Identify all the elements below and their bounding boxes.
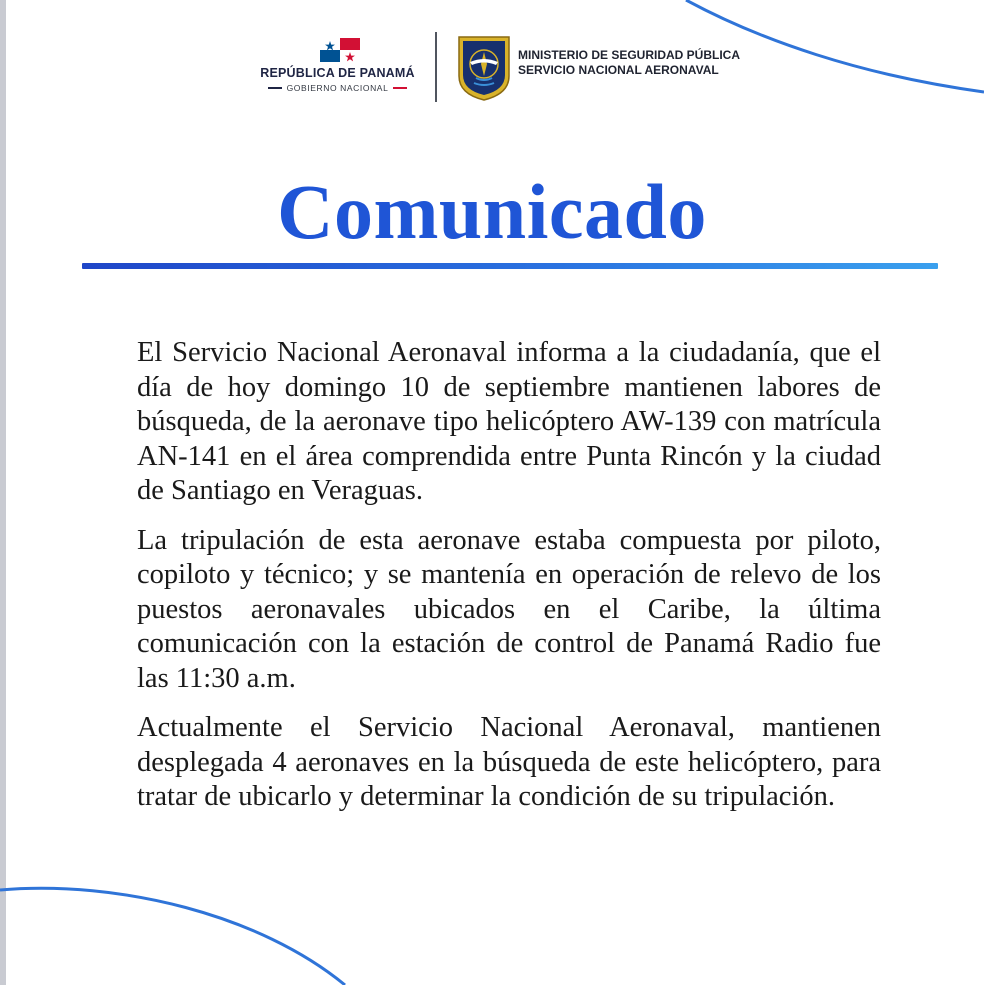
left-edge-strip [0, 0, 6, 985]
panama-flag-icon [320, 38, 360, 62]
left-rule [268, 87, 282, 89]
paragraph-2: La tripulación de esta aeronave estaba compuesta por piloto, copiloto y técnico; y se mantenía en operación de relevo de los puestos aeronavales ubicados en el Caribe, la última comunicación con la estación de control de Panamá Radio fue las 11:30 a.m. [137, 524, 881, 694]
right-rule [393, 87, 407, 89]
republic-label: REPÚBLICA DE PANAMÁ [260, 66, 415, 80]
title-underline [82, 263, 938, 269]
ministry-line-1: MINISTERIO DE SEGURIDAD PÚBLICA [518, 48, 741, 62]
header-divider [435, 32, 437, 102]
government-label: GOBIERNO NACIONAL [286, 83, 389, 93]
paragraph-1: El Servicio Nacional Aeronaval informa a la ciudadanía, que el día de hoy domingo 10 de septiembre mantienen labores de búsqueda, de la aeronave tipo helicóptero AW-139 con matrícula AN-141 en el área comprendida entre Punta Rincón y la ciudad de Santiago en Veraguas. [137, 337, 881, 506]
header [250, 30, 780, 105]
aeronaval-seal-icon [456, 34, 512, 102]
paragraph-3: Actualmente el Servicio Nacional Aeronaval, mantienen desplegada 4 aeronaves en la búsqueda de este helicóptero, para tratar de ubicarlo y determinar la condición de su tripulación. [137, 712, 881, 812]
communique-body [137, 336, 881, 830]
bottom-left-curve [0, 888, 345, 985]
government-row [250, 83, 425, 93]
page-title: Comunicado [277, 168, 707, 255]
ministry-name [518, 48, 740, 78]
ministry-line-2: SERVICIO NACIONAL AERONAVAL [518, 63, 719, 77]
